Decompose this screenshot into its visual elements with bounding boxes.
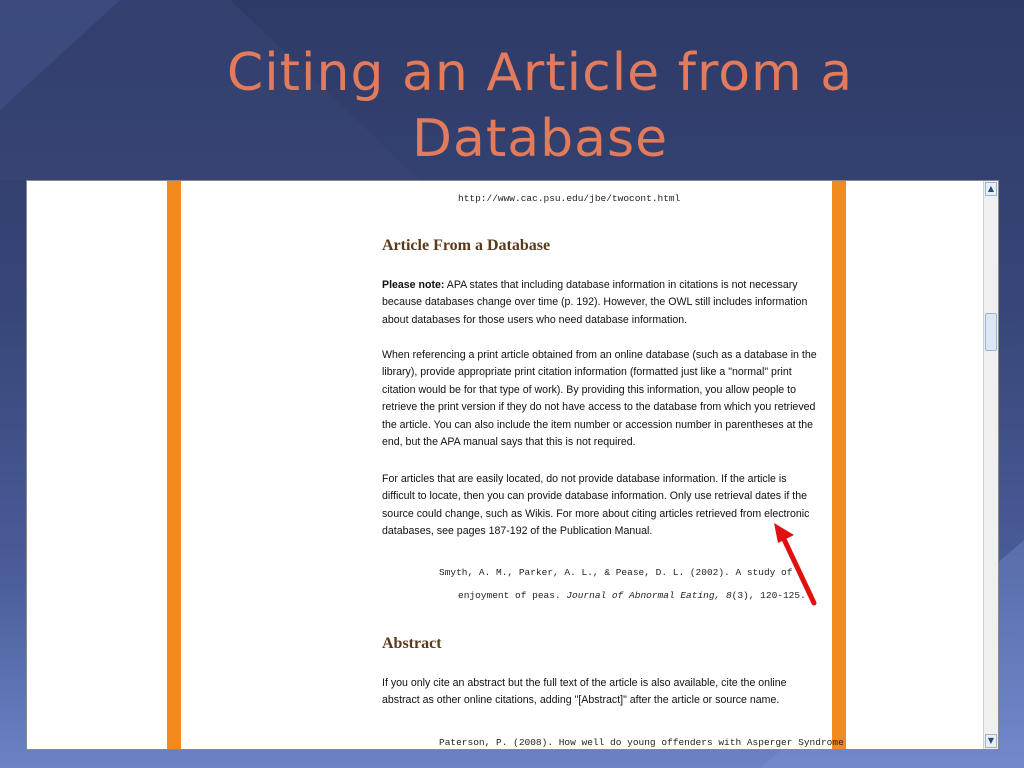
citation-title-part: enjoyment of peas. (458, 590, 567, 601)
red-arrow-icon (772, 521, 822, 611)
please-note-text: APA states that including database information in citations is not necessary because databases change over time (p. 192). However, the OWL still includes information about databases for those users who need database information. (382, 279, 808, 326)
chevron-down-icon[interactable]: ▼ (985, 734, 997, 748)
slide-title-line1: Citing an Article from a (226, 43, 854, 103)
heading-abstract: Abstract (382, 635, 442, 652)
slide-title-line2: Database (411, 109, 669, 169)
abstract-paragraph: If you only cite an abstract but the full text of the article is also available, cite the online abstract as other online citations, adding "[Abstract]" after the article or source name. (382, 677, 787, 707)
print-article-paragraph: When referencing a print article obtained from an online database (such as a database in the library), provide appropriate print citation information (formatted just like a "normal" print citation would be for that type of work). By providing this information, you allow people to retrieve the print version if they do not have access to the database from which you retrieved the article. You can also include the item number or accession number in parentheses at the end, but the APA manual says that this is not required. (382, 349, 817, 449)
scroll-thumb[interactable] (985, 313, 997, 351)
heading-article-from-database: Article From a Database (382, 237, 551, 254)
chevron-up-icon[interactable]: ▲ (985, 182, 997, 196)
abstract-citation-line1: Paterson, P. (2008). How well do young offenders with Asperger Syndrome (439, 737, 844, 748)
orange-margin-bar-right (832, 181, 846, 750)
slide-title (140, 40, 940, 172)
page-content (382, 181, 844, 750)
orange-margin-bar-left (167, 181, 181, 750)
please-note-paragraph (382, 277, 822, 329)
example-citation-line1: Smyth, A. M., Parker, A. L., & Pease, D. L. (2002). A study of (439, 567, 793, 578)
example-citation-line2 (458, 590, 806, 602)
embedded-web-page-screenshot (26, 180, 999, 750)
vertical-scrollbar[interactable] (983, 181, 998, 749)
page-url: http://www.cac.psu.edu/jbe/twocont.html (458, 193, 681, 204)
citation-issue-pages: (3), 120-125. (731, 590, 806, 601)
please-note-label: Please note: (382, 279, 445, 291)
easily-located-paragraph: For articles that are easily located, do not provide database information. If the article is difficult to locate, then you can provide database information. Only use retrieval dates if the source could change, such as Wikis. For more about citing articles retrieved from electronic databases, see pages 187-192 of the Publication Manual. (382, 473, 810, 538)
citation-journal: Journal of Abnormal Eating, 8 (566, 590, 732, 601)
